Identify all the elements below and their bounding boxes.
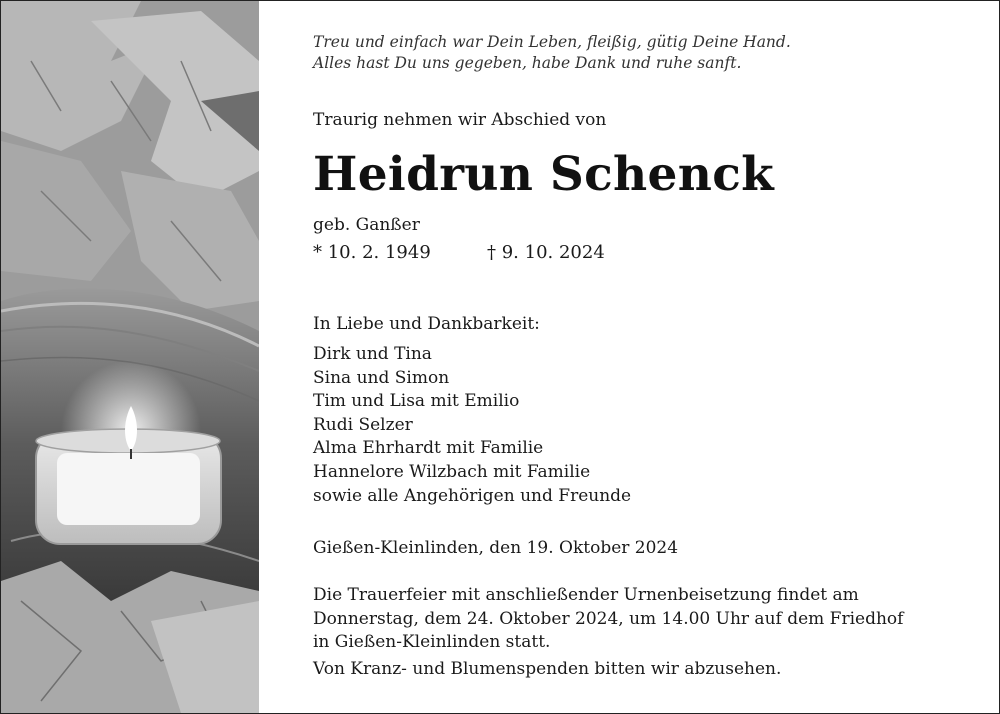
birth-name: geb. Ganßer	[313, 215, 420, 235]
flowers-note: Von Kranz- und Blumenspenden bitten wir abzusehen.	[313, 659, 782, 679]
mourner-item: Hannelore Wilzbach mit Familie	[313, 461, 591, 482]
mourners-intro: In Liebe und Dankbarkeit:	[313, 314, 540, 334]
deceased-name: Heidrun Schenck	[313, 147, 774, 202]
mourner-item: Rudi Selzer	[313, 414, 413, 435]
ceremony-line: Donnerstag, dem 24. Oktober 2024, um 14.00 Uhr auf dem Friedhof	[313, 608, 904, 629]
mourner-item: Tim und Lisa mit Emilio	[313, 391, 520, 412]
mourners-list	[313, 343, 631, 508]
ceremony-line: in Gießen-Kleinlinden statt.	[313, 632, 551, 653]
farewell-intro: Traurig nehmen wir Abschied von	[313, 110, 607, 130]
motto-verse	[313, 32, 791, 74]
ceremony-line: Die Trauerfeier mit anschließender Urnenbeisetzung findet am	[313, 585, 859, 605]
birth-date: * 10. 2. 1949	[313, 242, 431, 263]
candle-leaves-photo	[1, 1, 259, 713]
mourner-item: Dirk und Tina	[313, 344, 432, 364]
motto-line: Alles hast Du uns gegeben, habe Dank und ruhe sanft.	[313, 54, 742, 72]
ceremony-notice	[313, 584, 903, 655]
mourner-item: Sina und Simon	[313, 367, 450, 388]
mourner-item: sowie alle Angehörigen und Freunde	[313, 485, 632, 506]
motto-line: Treu und einfach war Dein Leben, fleißig, gütig Deine Hand.	[313, 33, 791, 51]
place-and-date: Gießen-Kleinlinden, den 19. Oktober 2024	[313, 538, 679, 558]
death-date: † 9. 10. 2024	[487, 242, 605, 263]
mourner-item: Alma Ehrhardt mit Familie	[313, 438, 544, 459]
